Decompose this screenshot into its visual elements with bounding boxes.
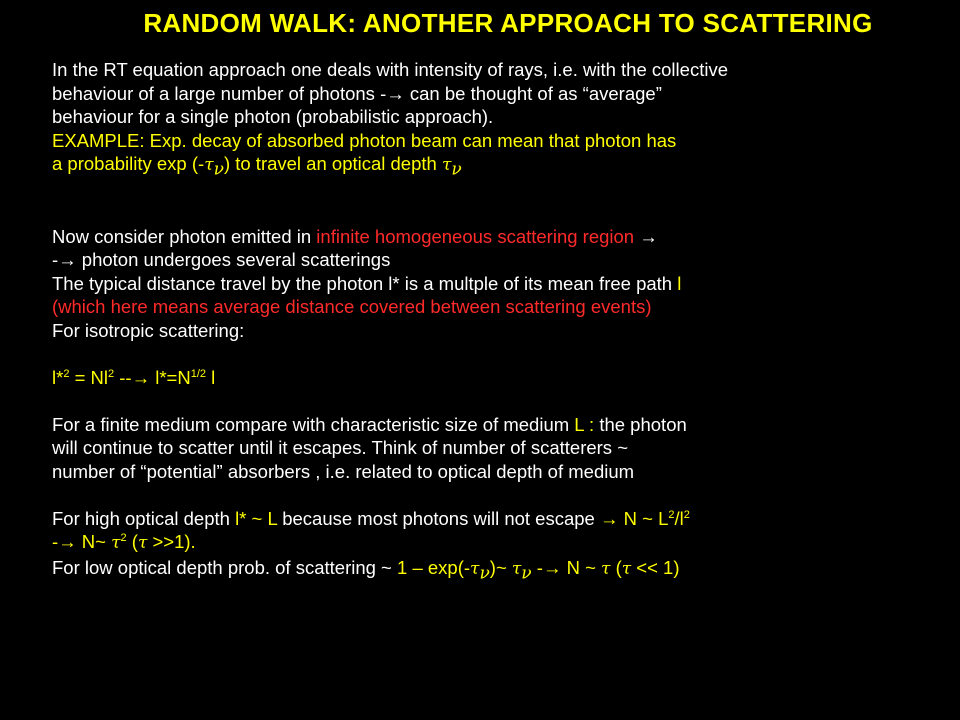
intro-line-2: behaviour of a large number of photons -→ can be thought of as “average” — [52, 82, 662, 104]
slide-body — [52, 58, 952, 584]
low-depth-result: $1 - \exp(-\tau_\nu)\sim$ $\tau_\nu -\to N$ ~ τ (τ << 1) — [397, 556, 680, 584]
finite-medium-line-3: number of “potential” absorbers , i.e. related to optical depth of medium — [52, 460, 635, 482]
intro-line-1: In the RT equation approach one deals with intensity of rays, i.e. with the collective — [52, 59, 728, 80]
slide-title: RANDOM WALK: ANOTHER APPROACH TO SCATTERING — [143, 8, 873, 38]
finite-medium-line-1: For a finite medium compare with characteristic size of medium L : the photon — [52, 413, 687, 435]
nu-symbol: ν — [213, 159, 224, 180]
intro-line-3: behaviour for a single photon (probabilistic approach). — [52, 106, 494, 127]
low-depth-line: For low optical depth prob. of scattering ~ $1 - \exp(-\tau_\nu)\sim$ $\tau_\nu -\to N$ ~ τ (τ << 1) — [52, 556, 680, 584]
scattering-line-1: Now consider photon emitted in infinite homogeneous scattering region → — [52, 225, 658, 247]
scattering-line-3: The typical distance travel by the photon l* is a multple of its mean free path l — [52, 272, 682, 294]
random-walk-formula: $l*^2 = Nl^2$ --→ $l*=N^{1/2}$ l — [52, 366, 216, 388]
tau-symbol: τ — [204, 155, 214, 175]
example-text-b: ) to travel an optical depth — [223, 153, 442, 174]
scattering-line-2: -→ photon undergoes several scatterings — [52, 249, 391, 270]
mean-free-path-symbol: l — [677, 272, 682, 294]
high-depth-scaling: -→ N~ $\tau^2$ (τ >>1). — [52, 531, 196, 553]
example-line-1: EXAMPLE: Exp. decay of absorbed photon beam can mean that photon has — [52, 129, 677, 151]
high-depth-line: For high optical depth l* ~ L because most photons will not escape → N ~ $L^2/l^2$ — [52, 507, 690, 529]
medium-size-symbol: L : — [574, 413, 595, 435]
highlight-infinite-region: infinite homogeneous scattering region — [316, 225, 635, 247]
tau-symbol: τ — [441, 155, 452, 175]
example-text-a: a probability exp (- — [52, 153, 205, 174]
scattering-line-5: For isotropic scattering: — [52, 319, 245, 341]
finite-medium-line-2: will continue to scatter until it escapes. Think of number of scatterers ~ — [52, 437, 629, 458]
example-line-2 — [52, 152, 952, 178]
high-depth-result: → N ~ $L^2/l^2$ — [599, 507, 690, 529]
scattering-line-4: (which here means average distance covered between scattering events) — [52, 296, 652, 317]
nu-symbol: ν — [451, 159, 462, 180]
